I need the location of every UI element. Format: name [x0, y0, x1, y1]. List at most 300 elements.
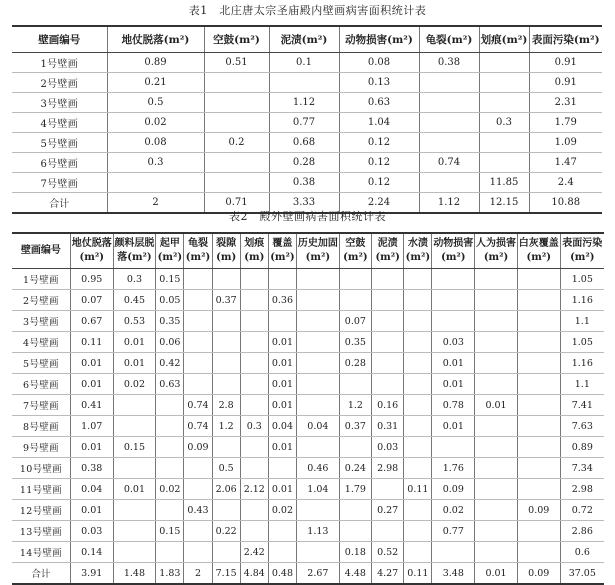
row-label: 11号壁画 [12, 479, 70, 500]
table-cell [479, 133, 529, 153]
table-cell: 1.47 [529, 153, 602, 173]
table-cell: 0.31 [372, 416, 404, 437]
row-label: 6号壁画 [12, 374, 70, 395]
table-cell: 0.42 [156, 353, 184, 374]
table-cell [404, 374, 432, 395]
table-cell: 2.12 [240, 479, 268, 500]
column-header: 壁画编号 [12, 233, 70, 269]
table-cell [479, 53, 529, 73]
table-cell [113, 500, 156, 521]
table-cell: 0.45 [113, 290, 156, 311]
row-label: 2号壁画 [12, 73, 107, 93]
table-cell [339, 269, 371, 290]
table-cell: 1.76 [432, 458, 475, 479]
total-cell: 0.09 [517, 563, 560, 585]
table-cell: 1.2 [339, 395, 371, 416]
row-label: 12号壁画 [12, 500, 70, 521]
table-cell [184, 521, 212, 542]
column-header: 空鼓(m²) [339, 233, 371, 269]
table-cell [297, 290, 340, 311]
table-cell [404, 500, 432, 521]
column-header: 泥渍(m²) [269, 26, 339, 53]
table-cell: 1.16 [560, 290, 604, 311]
table-cell [212, 374, 240, 395]
table-cell: 0.01 [268, 332, 296, 353]
column-header: 裂隙(m) [212, 233, 240, 269]
table-cell: 0.04 [268, 416, 296, 437]
row-label: 14号壁画 [12, 542, 70, 563]
column-header: 动物损害(m²) [432, 233, 475, 269]
total-cell: 3.91 [70, 563, 113, 585]
table-cell [156, 542, 184, 563]
table-cell: 0.41 [70, 395, 113, 416]
column-header: 历史加固(m²) [297, 233, 340, 269]
table-cell [184, 311, 212, 332]
table-cell: 0.1 [269, 53, 339, 73]
table-cell: 1.05 [560, 332, 604, 353]
table-row [12, 53, 602, 73]
table-cell [156, 395, 184, 416]
table-cell [297, 374, 340, 395]
table-cell [517, 269, 560, 290]
column-header: 划痕(m²) [479, 26, 529, 53]
table-cell [240, 269, 268, 290]
table-cell [475, 353, 518, 374]
table-row [12, 374, 604, 395]
row-label: 7号壁画 [12, 173, 107, 193]
table-cell [404, 269, 432, 290]
table-cell: 0.02 [156, 479, 184, 500]
total-cell: 7.15 [212, 563, 240, 585]
table-cell [268, 542, 296, 563]
table-cell [404, 416, 432, 437]
table-cell: 2.98 [560, 479, 604, 500]
table-cell [212, 353, 240, 374]
table-cell [297, 500, 340, 521]
table-cell [432, 542, 475, 563]
table-cell [372, 332, 404, 353]
table-cell: 0.03 [70, 521, 113, 542]
table-cell [404, 332, 432, 353]
column-header: 龟裂(m²) [419, 26, 479, 53]
table-cell [156, 458, 184, 479]
table-cell: 0.02 [432, 500, 475, 521]
table-cell: 0.63 [339, 93, 419, 113]
total-cell: 2 [107, 193, 204, 214]
table-cell [419, 73, 479, 93]
table-cell [475, 290, 518, 311]
table-cell [475, 311, 518, 332]
table-cell [475, 542, 518, 563]
table-cell: 0.74 [419, 153, 479, 173]
total-cell: 0.71 [204, 193, 269, 214]
table-cell: 0.02 [113, 374, 156, 395]
table-cell [419, 93, 479, 113]
table-cell: 0.5 [212, 458, 240, 479]
table-cell [113, 458, 156, 479]
table-cell: 2.4 [529, 173, 602, 193]
table-cell [372, 521, 404, 542]
table-cell: 1.16 [560, 353, 604, 374]
table-cell: 0.01 [432, 416, 475, 437]
column-header: 表面污染(m²) [529, 26, 602, 53]
table-cell: 1.05 [560, 269, 604, 290]
table-cell: 0.08 [107, 133, 204, 153]
table-cell: 0.3 [107, 153, 204, 173]
column-header: 人为损害(m²) [475, 233, 518, 269]
table-cell: 0.28 [339, 353, 371, 374]
table-cell [517, 521, 560, 542]
column-header: 划痕(m) [240, 233, 268, 269]
table-cell [297, 332, 340, 353]
table-cell: 0.74 [184, 395, 212, 416]
table-cell [517, 458, 560, 479]
table-cell: 0.38 [70, 458, 113, 479]
table-cell [517, 542, 560, 563]
table-cell [475, 458, 518, 479]
column-header: 壁画编号 [12, 26, 107, 53]
table-cell [268, 458, 296, 479]
table-row [12, 153, 602, 173]
table-cell [297, 353, 340, 374]
row-label: 5号壁画 [12, 133, 107, 153]
table-cell: 0.72 [560, 500, 604, 521]
table-cell [432, 437, 475, 458]
table-cell [184, 332, 212, 353]
row-label: 10号壁画 [12, 458, 70, 479]
row-label: 13号壁画 [12, 521, 70, 542]
table-cell [404, 395, 432, 416]
table-row [12, 500, 604, 521]
table-cell [240, 458, 268, 479]
row-label: 8号壁画 [12, 416, 70, 437]
table-cell: 7.41 [560, 395, 604, 416]
table-cell [432, 290, 475, 311]
table-cell [475, 521, 518, 542]
table-cell [240, 332, 268, 353]
table-cell: 0.35 [339, 332, 371, 353]
table-cell [268, 269, 296, 290]
table-cell: 2.8 [212, 395, 240, 416]
total-cell: 4.27 [372, 563, 404, 585]
table-cell [240, 353, 268, 374]
table-cell: 0.77 [269, 113, 339, 133]
table-cell: 0.01 [70, 500, 113, 521]
table-row [12, 93, 602, 113]
table-cell: 0.15 [156, 269, 184, 290]
table-cell [339, 374, 371, 395]
row-label: 2号壁画 [12, 290, 70, 311]
row-label: 6号壁画 [12, 153, 107, 173]
column-header: 动物损害(m²) [339, 26, 419, 53]
table-cell [113, 521, 156, 542]
table-cell: 0.12 [339, 153, 419, 173]
table-cell [240, 395, 268, 416]
table1-header-row [12, 26, 602, 53]
column-header: 起甲(m²) [156, 233, 184, 269]
total-cell: 2 [184, 563, 212, 585]
table-cell [156, 416, 184, 437]
table-cell [372, 479, 404, 500]
total-cell: 3.33 [269, 193, 339, 214]
table-cell: 0.53 [113, 311, 156, 332]
table-cell [517, 311, 560, 332]
table-cell: 0.07 [339, 311, 371, 332]
table-cell [517, 395, 560, 416]
total-label: 合计 [12, 563, 70, 585]
table-cell: 0.3 [240, 416, 268, 437]
table-cell: 0.03 [432, 332, 475, 353]
table-cell [404, 437, 432, 458]
table-cell: 1.09 [529, 133, 602, 153]
table-cell [297, 269, 340, 290]
row-label: 4号壁画 [12, 332, 70, 353]
table-cell [419, 173, 479, 193]
table-cell: 0.04 [297, 416, 340, 437]
column-header: 覆盖(m²) [268, 233, 296, 269]
table-cell [212, 311, 240, 332]
table-cell [479, 93, 529, 113]
table-cell [419, 113, 479, 133]
table-cell [432, 311, 475, 332]
table-cell: 0.08 [339, 53, 419, 73]
table-cell [517, 479, 560, 500]
table-cell: 0.11 [70, 332, 113, 353]
table-cell [404, 521, 432, 542]
table1-caption: 表1 北庄唐太宗圣庙殿内壁画病害面积统计表 [188, 4, 427, 17]
table-cell: 0.02 [107, 113, 204, 133]
table-cell [517, 437, 560, 458]
table-cell: 0.5 [107, 93, 204, 113]
table-cell: 0.37 [212, 290, 240, 311]
row-label: 4号壁画 [12, 113, 107, 133]
table-cell [475, 416, 518, 437]
table-cell [240, 437, 268, 458]
table-cell [517, 374, 560, 395]
table-cell [107, 173, 204, 193]
table-cell: 2.31 [529, 93, 602, 113]
column-header: 地仗脱落(m²) [107, 26, 204, 53]
table-cell [204, 113, 269, 133]
table-cell [212, 542, 240, 563]
table-cell: 2.98 [372, 458, 404, 479]
total-cell: 2.24 [339, 193, 419, 214]
table-cell: 1.1 [560, 374, 604, 395]
table-cell: 0.15 [113, 437, 156, 458]
table-cell: 0.37 [339, 416, 371, 437]
table-cell [212, 437, 240, 458]
table-cell [212, 500, 240, 521]
table-cell [372, 269, 404, 290]
table-cell: 11.85 [479, 173, 529, 193]
table-cell [404, 311, 432, 332]
table-row [12, 416, 604, 437]
total-cell: 3.48 [432, 563, 475, 585]
table-cell [297, 437, 340, 458]
table-row [12, 458, 604, 479]
table-cell [204, 93, 269, 113]
table-cell: 0.3 [113, 269, 156, 290]
table-cell [184, 374, 212, 395]
table-cell [517, 353, 560, 374]
table-cell [339, 521, 371, 542]
column-header: 龟裂(m²) [184, 233, 212, 269]
table-cell: 0.77 [432, 521, 475, 542]
table-row [12, 479, 604, 500]
table-cell: 1.07 [70, 416, 113, 437]
table-cell [240, 311, 268, 332]
table-cell [184, 353, 212, 374]
interior-mural-damage-table [12, 25, 602, 214]
table-cell: 0.15 [156, 521, 184, 542]
table-cell: 0.22 [212, 521, 240, 542]
row-label: 1号壁画 [12, 53, 107, 73]
total-cell: 0.11 [404, 563, 432, 585]
table-cell: 0.74 [184, 416, 212, 437]
table-cell [240, 290, 268, 311]
table-cell [268, 311, 296, 332]
table-cell [297, 542, 340, 563]
table-cell [113, 542, 156, 563]
table-row [12, 113, 602, 133]
table-cell: 0.01 [70, 437, 113, 458]
table-cell [184, 269, 212, 290]
table-cell: 1.04 [297, 479, 340, 500]
total-cell: 4.48 [339, 563, 371, 585]
table-cell [204, 173, 269, 193]
table-row [12, 311, 604, 332]
table-row [12, 437, 604, 458]
table-cell: 0.12 [339, 133, 419, 153]
table-cell: 1.79 [339, 479, 371, 500]
table-cell: 0.28 [269, 153, 339, 173]
table-row [12, 173, 602, 193]
table-cell: 2.42 [240, 542, 268, 563]
table-cell [184, 542, 212, 563]
table-row [12, 290, 604, 311]
total-cell: 4.84 [240, 563, 268, 585]
table-cell: 0.09 [184, 437, 212, 458]
column-header: 颜料层脱落(m²) [113, 233, 156, 269]
table-cell [339, 290, 371, 311]
table-cell: 0.01 [268, 395, 296, 416]
table-cell [268, 521, 296, 542]
table-cell: 2.86 [560, 521, 604, 542]
table-cell: 7.34 [560, 458, 604, 479]
exterior-mural-damage-table [12, 232, 604, 585]
column-header: 泥渍(m²) [372, 233, 404, 269]
row-label: 5号壁画 [12, 353, 70, 374]
table-cell: 1.04 [339, 113, 419, 133]
table-cell: 0.91 [529, 73, 602, 93]
table-cell [517, 416, 560, 437]
table-cell: 0.36 [268, 290, 296, 311]
table-cell [432, 269, 475, 290]
total-cell: 10.88 [529, 193, 602, 214]
table-cell: 0.01 [113, 332, 156, 353]
table-cell: 7.63 [560, 416, 604, 437]
table-cell: 0.78 [432, 395, 475, 416]
table-cell [339, 437, 371, 458]
table-cell [419, 133, 479, 153]
table-cell [475, 374, 518, 395]
table-cell: 0.6 [560, 542, 604, 563]
table-cell: 0.63 [156, 374, 184, 395]
table-row [12, 542, 604, 563]
table-cell [404, 290, 432, 311]
table-cell: 0.24 [339, 458, 371, 479]
table-cell: 0.38 [269, 173, 339, 193]
table-cell: 0.04 [70, 479, 113, 500]
table-cell: 0.35 [156, 311, 184, 332]
column-header: 空鼓(m²) [204, 26, 269, 53]
table-cell: 0.01 [432, 353, 475, 374]
table-cell: 0.14 [70, 542, 113, 563]
column-header: 水渍(m²) [404, 233, 432, 269]
total-cell: 2.67 [297, 563, 340, 585]
table-cell: 0.95 [70, 269, 113, 290]
table-cell [475, 500, 518, 521]
table-cell: 0.3 [479, 113, 529, 133]
total-label: 合计 [12, 193, 107, 214]
table-row [12, 353, 604, 374]
table-cell: 0.51 [204, 53, 269, 73]
table-row [12, 521, 604, 542]
total-cell: 0.48 [268, 563, 296, 585]
row-label: 3号壁画 [12, 311, 70, 332]
table-cell: 0.01 [70, 374, 113, 395]
table-cell: 1.13 [297, 521, 340, 542]
row-label: 7号壁画 [12, 395, 70, 416]
total-cell: 1.48 [113, 563, 156, 585]
table-cell: 0.21 [107, 73, 204, 93]
table-cell: 2.06 [212, 479, 240, 500]
table-cell [475, 269, 518, 290]
table-cell [475, 332, 518, 353]
table-cell: 0.02 [268, 500, 296, 521]
total-cell: 37.05 [560, 563, 604, 585]
table-cell: 0.01 [268, 479, 296, 500]
table-cell: 0.91 [529, 53, 602, 73]
table-cell [372, 374, 404, 395]
table-cell [212, 269, 240, 290]
table-cell: 0.01 [475, 395, 518, 416]
table-cell: 0.13 [339, 73, 419, 93]
table-cell: 0.67 [70, 311, 113, 332]
row-label: 1号壁画 [12, 269, 70, 290]
total-cell: 0.01 [475, 563, 518, 585]
table-cell: 1.12 [269, 93, 339, 113]
table2-header-row [12, 233, 604, 269]
total-cell: 12.15 [479, 193, 529, 214]
table-row [12, 133, 602, 153]
table-cell [212, 332, 240, 353]
table-cell: 0.06 [156, 332, 184, 353]
table-cell: 0.05 [156, 290, 184, 311]
table-cell: 0.89 [107, 53, 204, 73]
table-row [12, 73, 602, 93]
table-cell [404, 542, 432, 563]
table-cell [184, 290, 212, 311]
table-cell: 0.43 [184, 500, 212, 521]
table-cell: 1.1 [560, 311, 604, 332]
table-cell [339, 500, 371, 521]
table-cell [479, 153, 529, 173]
table-cell [269, 73, 339, 93]
table-cell: 0.01 [432, 374, 475, 395]
table-cell [372, 311, 404, 332]
table-cell: 0.01 [70, 353, 113, 374]
